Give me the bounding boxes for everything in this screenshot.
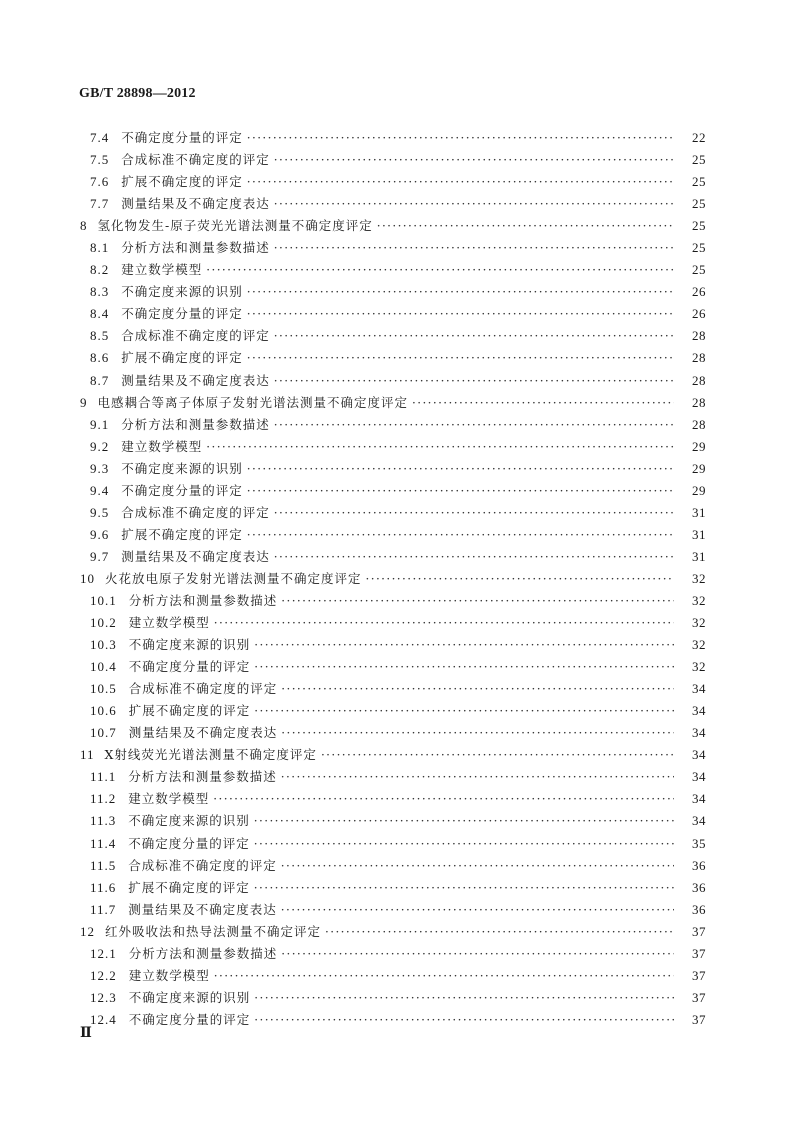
toc-entry-number: 9.5 — [90, 504, 110, 520]
toc-entry-title: 不确定度来源的识别 — [121, 284, 243, 300]
toc-entry-page-number: 25 — [692, 218, 706, 234]
toc-entry-title: 不确定度来源的识别 — [128, 637, 251, 653]
dot-leader — [377, 215, 674, 237]
toc-entry-page-number: 28 — [692, 416, 706, 432]
dot-leader — [214, 612, 674, 634]
dot-leader — [254, 1009, 674, 1031]
toc-section-entry[interactable] — [0, 436, 785, 458]
toc-entry-title: 分析方法和测量参数描述 — [128, 769, 277, 785]
toc-entry-number: 9.2 — [90, 438, 110, 454]
toc-section-entry[interactable] — [0, 987, 785, 1009]
toc-entry-page-number: 36 — [692, 857, 706, 873]
toc-entry-page-number: 37 — [692, 967, 706, 983]
dot-leader — [412, 392, 674, 414]
toc-entry-page-number: 32 — [692, 570, 706, 586]
toc-entry-title: 分析方法和测量参数描述 — [121, 416, 270, 432]
table-of-contents — [0, 127, 785, 1031]
toc-entry-title: 建立数学模型 — [128, 967, 210, 983]
toc-entry-title: 建立数学模型 — [128, 791, 210, 807]
toc-chapter-entry[interactable] — [0, 568, 785, 590]
dot-leader — [213, 788, 674, 810]
toc-entry-number: 9 — [80, 394, 88, 410]
toc-entry-number: 7.5 — [90, 152, 110, 168]
toc-entry-title: 氢化物发生-原子荧光光谱法测量不确定度评定 — [97, 218, 373, 234]
toc-entry-number: 10.5 — [90, 681, 117, 697]
dot-leader — [281, 766, 674, 788]
toc-section-entry[interactable] — [0, 634, 785, 656]
toc-section-entry[interactable] — [0, 127, 785, 149]
dot-leader — [281, 899, 674, 921]
toc-entry-page-number: 22 — [692, 130, 706, 146]
toc-entry-number: 10.2 — [90, 615, 117, 631]
dot-leader — [274, 370, 674, 392]
toc-entry-page-number: 31 — [692, 548, 706, 564]
toc-entry-number: 9.7 — [90, 548, 110, 564]
toc-entry-title: 不确定度分量的评定 — [128, 835, 250, 851]
toc-entry-page-number: 34 — [692, 769, 706, 785]
toc-section-entry[interactable] — [0, 656, 785, 678]
toc-entry-page-number: 28 — [692, 350, 706, 366]
dot-leader — [274, 325, 674, 347]
dot-leader — [274, 149, 674, 171]
dot-leader — [281, 590, 674, 612]
toc-section-entry[interactable] — [0, 414, 785, 436]
toc-entry-title: 不确定度分量的评定 — [121, 482, 243, 498]
toc-entry-page-number: 25 — [692, 174, 706, 190]
dot-leader — [274, 193, 674, 215]
toc-entry-title: 不确定度分量的评定 — [121, 306, 243, 322]
toc-section-entry[interactable] — [0, 612, 785, 634]
toc-entry-number: 11.5 — [90, 857, 117, 873]
dot-leader — [321, 744, 674, 766]
toc-entry-number: 11.2 — [90, 791, 117, 807]
toc-entry-page-number: 26 — [692, 306, 706, 322]
toc-entry-number: 8.2 — [90, 262, 110, 278]
toc-entry-number: 8 — [80, 218, 88, 234]
toc-entry-number: 8.6 — [90, 350, 110, 366]
toc-section-entry[interactable] — [0, 458, 785, 480]
toc-entry-page-number: 36 — [692, 879, 706, 895]
toc-section-entry[interactable] — [0, 810, 785, 832]
dot-leader — [254, 810, 674, 832]
toc-entry-number: 11.1 — [90, 769, 117, 785]
toc-section-entry[interactable] — [0, 171, 785, 193]
toc-entry-number: 12 — [80, 923, 95, 939]
toc-entry-page-number: 34 — [692, 813, 706, 829]
toc-section-entry[interactable] — [0, 943, 785, 965]
dot-leader — [274, 502, 674, 524]
toc-entry-title: 建立数学模型 — [121, 262, 203, 278]
dot-leader — [247, 524, 674, 546]
toc-entry-number: 11 — [80, 747, 95, 763]
dot-leader — [274, 237, 674, 259]
dot-leader — [247, 303, 674, 325]
dot-leader — [274, 414, 674, 436]
toc-chapter-entry[interactable] — [0, 921, 785, 943]
toc-entry-title: 建立数学模型 — [128, 615, 210, 631]
toc-entry-page-number: 36 — [692, 901, 706, 917]
toc-entry-number: 11.6 — [90, 879, 117, 895]
dot-leader — [247, 458, 674, 480]
toc-entry-title: 合成标准不确定度的评定 — [128, 681, 278, 697]
toc-entry-number: 10.4 — [90, 659, 117, 675]
toc-chapter-entry[interactable] — [0, 215, 785, 237]
toc-entry-title: 红外吸收法和热导法测量不确定评定 — [105, 923, 322, 939]
toc-entry-number: 8.3 — [90, 284, 110, 300]
toc-entry-number: 10.7 — [90, 725, 117, 741]
toc-entry-title: 合成标准不确定度的评定 — [128, 857, 277, 873]
toc-entry-title: 火花放电原子发射光谱法测量不确定度评定 — [105, 570, 362, 586]
toc-chapter-entry[interactable] — [0, 744, 785, 766]
toc-entry-title: 扩展不确定度的评定 — [128, 703, 251, 719]
toc-section-entry[interactable] — [0, 678, 785, 700]
dot-leader — [281, 722, 674, 744]
dot-leader — [281, 855, 674, 877]
toc-entry-page-number: 29 — [692, 438, 706, 454]
toc-entry-title: 合成标准不确定度的评定 — [121, 328, 270, 344]
toc-entry-number: 10.3 — [90, 637, 117, 653]
toc-entry-number: 8.4 — [90, 306, 110, 322]
toc-entry-page-number: 35 — [692, 835, 706, 851]
toc-section-entry[interactable] — [0, 259, 785, 281]
toc-entry-page-number: 25 — [692, 262, 706, 278]
dot-leader — [247, 480, 674, 502]
toc-entry-number: 7.6 — [90, 174, 110, 190]
toc-entry-title: 不确定度来源的识别 — [128, 813, 250, 829]
dot-leader — [254, 833, 674, 855]
dot-leader — [247, 171, 674, 193]
dot-leader — [254, 656, 674, 678]
toc-entry-number: 12.3 — [90, 989, 117, 1005]
toc-entry-title: X射线荧光光谱法测量不确定度评定 — [104, 747, 317, 763]
toc-section-entry[interactable] — [0, 965, 785, 987]
toc-entry-number: 11.4 — [90, 835, 117, 851]
toc-entry-number: 10.6 — [90, 703, 117, 719]
toc-entry-title: 不确定度分量的评定 — [128, 1011, 251, 1027]
toc-section-entry[interactable] — [0, 546, 785, 568]
toc-entry-page-number: 29 — [692, 482, 706, 498]
toc-section-entry[interactable] — [0, 303, 785, 325]
toc-entry-title: 测量结果及不确定度表达 — [128, 725, 278, 741]
toc-section-entry[interactable] — [0, 788, 785, 810]
toc-section-entry[interactable] — [0, 325, 785, 347]
dot-leader — [274, 546, 674, 568]
toc-section-entry[interactable] — [0, 347, 785, 369]
toc-entry-number: 9.3 — [90, 460, 110, 476]
dot-leader — [247, 347, 674, 369]
toc-entry-page-number: 32 — [692, 593, 706, 608]
toc-entry-title: 扩展不确定度的评定 — [121, 174, 243, 190]
toc-entry-page-number: 37 — [692, 945, 706, 961]
toc-section-entry[interactable] — [0, 281, 785, 303]
dot-leader — [206, 259, 674, 281]
toc-entry-number: 10 — [80, 570, 95, 586]
toc-entry-title: 扩展不确定度的评定 — [128, 879, 250, 895]
toc-entry-page-number: 37 — [692, 1011, 706, 1027]
toc-entry-page-number: 31 — [692, 504, 706, 520]
dot-leader — [254, 987, 674, 1009]
toc-entry-page-number: 32 — [692, 659, 706, 675]
toc-section-entry[interactable] — [0, 722, 785, 744]
toc-entry-number: 8.5 — [90, 328, 110, 344]
toc-section-entry[interactable] — [0, 855, 785, 877]
toc-entry-title: 分析方法和测量参数描述 — [128, 945, 278, 961]
toc-entry-title: 扩展不确定度的评定 — [121, 350, 243, 366]
toc-entry-page-number: 28 — [692, 372, 706, 388]
toc-entry-title: 分析方法和测量参数描述 — [128, 593, 278, 608]
toc-entry-number: 8.1 — [90, 240, 110, 256]
toc-section-entry[interactable] — [0, 700, 785, 722]
toc-section-entry[interactable] — [0, 370, 785, 392]
toc-entry-page-number: 34 — [692, 703, 706, 719]
toc-section-entry[interactable] — [0, 237, 785, 259]
toc-section-entry[interactable] — [0, 1009, 785, 1031]
dot-leader — [254, 634, 674, 656]
toc-entry-number: 7.7 — [90, 196, 110, 212]
toc-entry-page-number: 25 — [692, 196, 706, 212]
toc-entry-page-number: 25 — [692, 152, 706, 168]
toc-chapter-entry[interactable] — [0, 392, 785, 414]
toc-entry-number: 9.4 — [90, 482, 110, 498]
dot-leader — [254, 700, 674, 722]
toc-entry-title: 不确定度分量的评定 — [128, 659, 251, 675]
toc-entry-title: 建立数学模型 — [121, 438, 203, 454]
dot-leader — [281, 943, 674, 965]
toc-section-entry[interactable] — [0, 899, 785, 921]
dot-leader — [247, 127, 674, 149]
toc-entry-page-number: 28 — [692, 328, 706, 344]
toc-entry-title: 合成标准不确定度的评定 — [121, 504, 270, 520]
toc-entry-page-number: 37 — [692, 923, 706, 939]
toc-entry-number: 12.1 — [90, 945, 117, 961]
dot-leader — [247, 281, 674, 303]
toc-entry-title: 扩展不确定度的评定 — [121, 526, 243, 542]
dot-leader — [366, 568, 674, 590]
toc-entry-title: 合成标准不确定度的评定 — [121, 152, 270, 168]
toc-entry-title: 不确定度来源的识别 — [121, 460, 243, 476]
toc-entry-title: 测量结果及不确定度表达 — [121, 196, 270, 212]
standard-code-header: GB/T 28898—2012 — [79, 86, 196, 101]
toc-entry-title: 分析方法和测量参数描述 — [121, 240, 270, 256]
toc-entry-title: 不确定度分量的评定 — [121, 130, 243, 146]
toc-entry-number: 8.7 — [90, 372, 110, 388]
dot-leader — [281, 678, 674, 700]
toc-entry-page-number: 25 — [692, 240, 706, 256]
toc-entry-number: 12.2 — [90, 967, 117, 983]
toc-entry-number: 11.7 — [90, 901, 117, 917]
toc-entry-title: 测量结果及不确定度表达 — [121, 548, 270, 564]
toc-entry-number: 7.4 — [90, 130, 110, 146]
toc-section-entry[interactable] — [0, 149, 785, 171]
toc-entry-title: 电感耦合等离子体原子发射光谱法测量不确定度评定 — [97, 394, 409, 410]
toc-entry-page-number: 31 — [692, 526, 706, 542]
toc-entry-number: 12.4 — [90, 1011, 117, 1027]
toc-entry-title: 不确定度来源的识别 — [128, 989, 251, 1005]
toc-entry-page-number: 26 — [692, 284, 706, 300]
toc-section-entry[interactable] — [0, 193, 785, 215]
toc-entry-number: 9.6 — [90, 526, 110, 542]
dot-leader — [206, 436, 674, 458]
toc-entry-page-number: 29 — [692, 460, 706, 476]
toc-entry-number: 11.3 — [90, 813, 117, 829]
toc-entry-page-number: 28 — [692, 394, 706, 410]
dot-leader — [254, 877, 674, 899]
dot-leader — [325, 921, 674, 943]
toc-entry-page-number: 34 — [692, 725, 706, 741]
toc-entry-page-number: 34 — [692, 681, 706, 697]
toc-section-entry[interactable] — [0, 480, 785, 502]
toc-entry-page-number: 32 — [692, 615, 706, 631]
toc-entry-page-number: 34 — [692, 747, 706, 763]
toc-entry-number: 9.1 — [90, 416, 110, 432]
dot-leader — [214, 965, 674, 987]
toc-entry-page-number: 37 — [692, 989, 706, 1005]
toc-section-entry[interactable] — [0, 524, 785, 546]
toc-section-entry[interactable] — [0, 590, 785, 612]
page-number-footer: Ⅱ — [80, 1026, 92, 1041]
toc-section-entry[interactable] — [0, 766, 785, 788]
toc-entry-page-number: 34 — [692, 791, 706, 807]
toc-entry-title: 测量结果及不确定度表达 — [121, 372, 270, 388]
toc-section-entry[interactable] — [0, 877, 785, 899]
toc-entry-number: 10.1 — [90, 593, 117, 608]
toc-entry-title: 测量结果及不确定度表达 — [128, 901, 277, 917]
toc-section-entry[interactable] — [0, 502, 785, 524]
toc-entry-page-number: 32 — [692, 637, 706, 653]
toc-section-entry[interactable] — [0, 833, 785, 855]
